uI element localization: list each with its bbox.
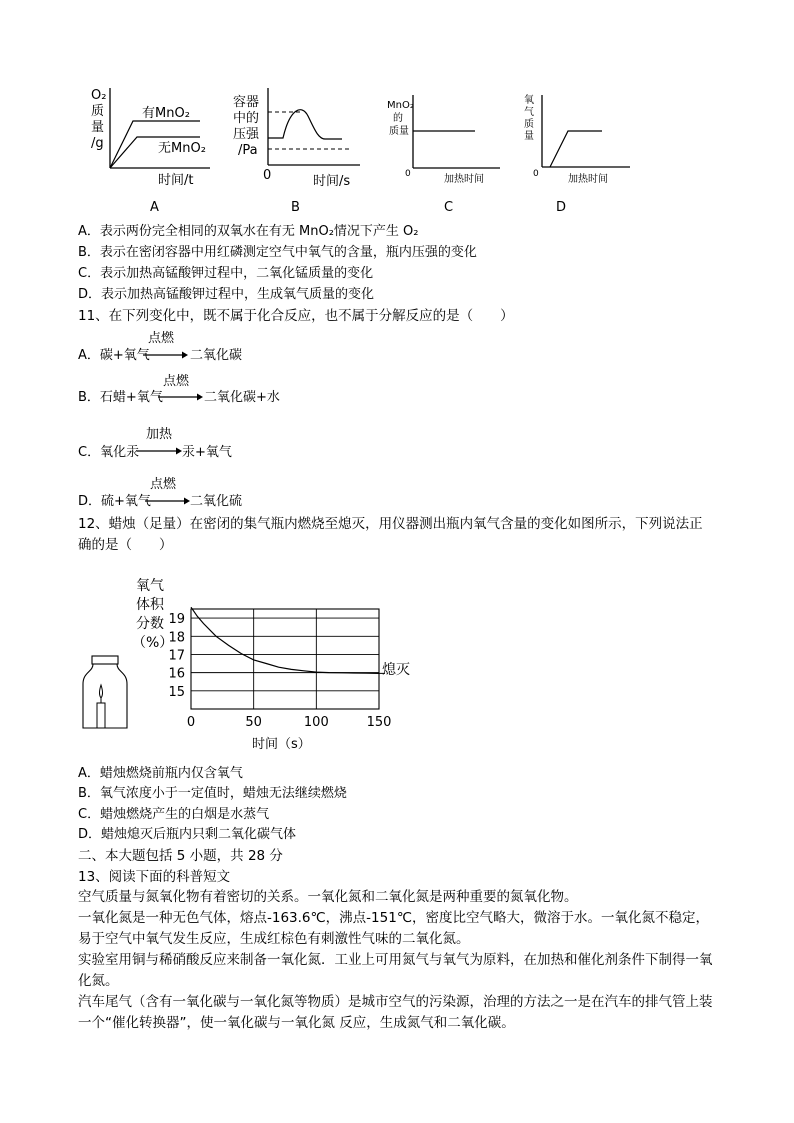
graph-d-oxygen-curve [550, 131, 602, 167]
chart-annotation: 熄灭 [382, 662, 410, 678]
q12-stem-line1: 12、蜡烛（足量）在密闭的集气瓶内燃烧至熄灭，用仪器测出瓶内氧气含量的变化如图所示，下列说法正 [78, 516, 703, 532]
q10-option-c: C．表示加热高锰酸钾过程中，二氧化锰质量的变化 [78, 266, 374, 281]
chart-ylabel-1: 氧气 [136, 578, 164, 594]
q11-c-products: 汞+氧气 [182, 445, 232, 460]
graph-b [233, 88, 360, 215]
q11-b-letter: B． [78, 390, 100, 405]
chart-ylabel-2: 体积 [136, 597, 164, 613]
chart-xtick-150: 150 [366, 715, 392, 730]
q11-stem: 11、在下列变化中，既不属于化合反应，也不属于分解反应的是（ ） [78, 308, 514, 324]
graph-a-ylabel-1: O₂ [91, 88, 107, 103]
q12-option-c: C．蜡烛燃烧产生的白烟是水蒸气 [78, 807, 270, 822]
q10-option-b: B．表示在密闭容器中用红磷测定空气中氧气的含量，瓶内压强的变化 [78, 245, 477, 260]
chart-ytick-16: 16 [168, 666, 185, 682]
chart-xtick-100: 100 [303, 715, 329, 730]
graph-b-ylabel-1: 容器 [233, 95, 260, 110]
chart-ylabel-4: （%） [132, 635, 174, 651]
graph-d-origin: 0 [533, 169, 539, 179]
q11-a-letter: A． [78, 348, 100, 363]
graph-b-origin: 0 [263, 168, 272, 183]
q11-d-products: 二氧化硫 [190, 494, 243, 509]
q11-c-condition: 加热 [146, 427, 173, 442]
graph-b-xlabel: 时间/s [313, 174, 351, 189]
chart-ylabel-3: 分数 [136, 616, 164, 632]
graph-c-letter: C [444, 200, 454, 215]
oxygen-chart [168, 607, 391, 730]
q11-b-reactants: 石蜡+氧气 [99, 390, 163, 405]
q11-d-condition: 点燃 [150, 477, 177, 492]
graph-b-letter: B [291, 200, 300, 215]
q12-option-b: B．氧气浓度小于一定值时，蜡烛无法继续燃烧 [78, 786, 347, 801]
graph-c-xlabel: 加热时间 [444, 174, 484, 185]
q10-option-d: D．表示加热高锰酸钾过程中，生成氧气质量的变化 [78, 287, 375, 302]
graph-a [91, 88, 210, 215]
q11-a-reactants: 碳+氧气 [99, 348, 150, 363]
q12-stem-line2: 确的是（ ） [78, 537, 173, 553]
graph-d-ylabel-4: 量 [524, 131, 534, 142]
section-2-heading: 二、本大题包括 5 小题，共 28 分 [78, 848, 283, 864]
chart-ytick-17: 17 [168, 648, 185, 664]
graph-d-letter: D [556, 200, 567, 215]
q13-stem: 13、阅读下面的科普短文 [78, 869, 231, 885]
chart-ytick-18: 18 [168, 630, 185, 646]
graph-c [387, 95, 500, 215]
q11-c-reactants: 氧化汞 [100, 445, 140, 460]
graph-b-ylabel-3: 压强 [233, 127, 260, 142]
graph-d-ylabel-2: 气 [524, 107, 534, 118]
q11-d-letter: D． [78, 494, 102, 509]
chart-series-line-0 [191, 607, 379, 673]
q11-a-condition: 点燃 [148, 331, 175, 346]
q13-paragraph-4: 汽车尾气（含有一氧化碳与一氧化氮等物质）是城市空气的污染源，治理的方法之一是在汽车的排气管上装一个“催化转换器”，使一氧化碳与一氧化氮 反应，生成氮气和二氧化碳。 [78, 994, 713, 1031]
q11-d-arrow [144, 496, 190, 506]
q12-option-a: A．蜡烛燃烧前瓶内仅含氧气 [78, 766, 243, 781]
chart-ytick-19: 19 [168, 612, 185, 628]
q11-c-arrow [136, 446, 182, 456]
q11-option-b [78, 390, 163, 406]
graph-a-ylabel-3: 量 [91, 120, 105, 135]
q11-b-condition: 点燃 [163, 374, 190, 389]
graph-d [524, 93, 630, 215]
chart-xlabel: 时间（s） [252, 737, 311, 752]
graph-d-ylabel-3: 质 [524, 119, 534, 130]
graph-a-letter: A [150, 200, 159, 215]
q11-b-products: 二氧化碳+水 [204, 390, 280, 405]
q11-option-a [78, 348, 150, 364]
q13-paragraph-3: 实验室用铜与稀硝酸反应来制备一氧化氮．工业上可用氮气与氧气为原料，在加热和催化剂条件下制得一氧化氮。 [78, 952, 713, 989]
q11-d-reactants: 硫+氧气 [101, 494, 151, 509]
q11-option-c [78, 445, 139, 461]
chart-xtick-50: 50 [245, 715, 262, 730]
q10-option-a: A．表示两份完全相同的双氧水在有无 MnO₂情况下产生 O₂ [78, 224, 419, 239]
graph-a-curve1-label: 有MnO₂ [142, 106, 190, 121]
q11-c-letter: C． [78, 445, 101, 460]
top-graphs [0, 0, 794, 220]
candle-flame [99, 685, 102, 703]
graph-c-ylabel-2: 的 [393, 113, 403, 124]
graph-b-pressure-curve [268, 110, 342, 139]
q11-a-arrow [142, 350, 188, 360]
graph-c-ylabel-1: MnO₂ [387, 100, 414, 111]
graph-c-ylabel-3: 质量 [389, 126, 409, 137]
q12-figure [70, 568, 430, 758]
q11-b-arrow [157, 392, 203, 402]
graph-c-origin: 0 [405, 169, 411, 179]
q11-a-products: 二氧化碳 [190, 348, 243, 363]
graph-d-ylabel-1: 氧 [524, 95, 534, 106]
graph-a-ylabel-4: /g [91, 136, 104, 151]
chart-ytick-15: 15 [168, 684, 185, 700]
graph-a-curve2-label: 无MnO₂ [158, 141, 206, 156]
graph-a-xlabel: 时间/t [158, 173, 194, 188]
candle-jar-illustration [83, 656, 127, 728]
q11-option-d [78, 494, 151, 510]
graph-b-ylabel-4: /Pa [238, 143, 258, 158]
q13-paragraph-1: 空气质量与氮氧化物有着密切的关系。一氧化氮和二氧化氮是两种重要的氮氧化物。 [78, 889, 578, 905]
chart-xtick-0: 0 [186, 715, 196, 730]
q12-option-d: D．蜡烛熄灭后瓶内只剩二氧化碳气体 [78, 827, 297, 842]
q13-paragraph-2: 一氧化氮是一种无色气体，熔点-163.6℃，沸点-151℃，密度比空气略大，微溶于水。一氧化氮不稳定，易于空气中氧气发生反应，生成红棕色有刺激性气味的二氧化氮。 [78, 910, 709, 947]
chart-plot-frame [191, 609, 379, 709]
graph-a-ylabel-2: 质 [91, 104, 105, 119]
candle [97, 703, 105, 728]
graph-d-xlabel: 加热时间 [568, 174, 608, 185]
graph-b-ylabel-2: 中的 [233, 111, 260, 126]
jar-lid [92, 656, 118, 664]
